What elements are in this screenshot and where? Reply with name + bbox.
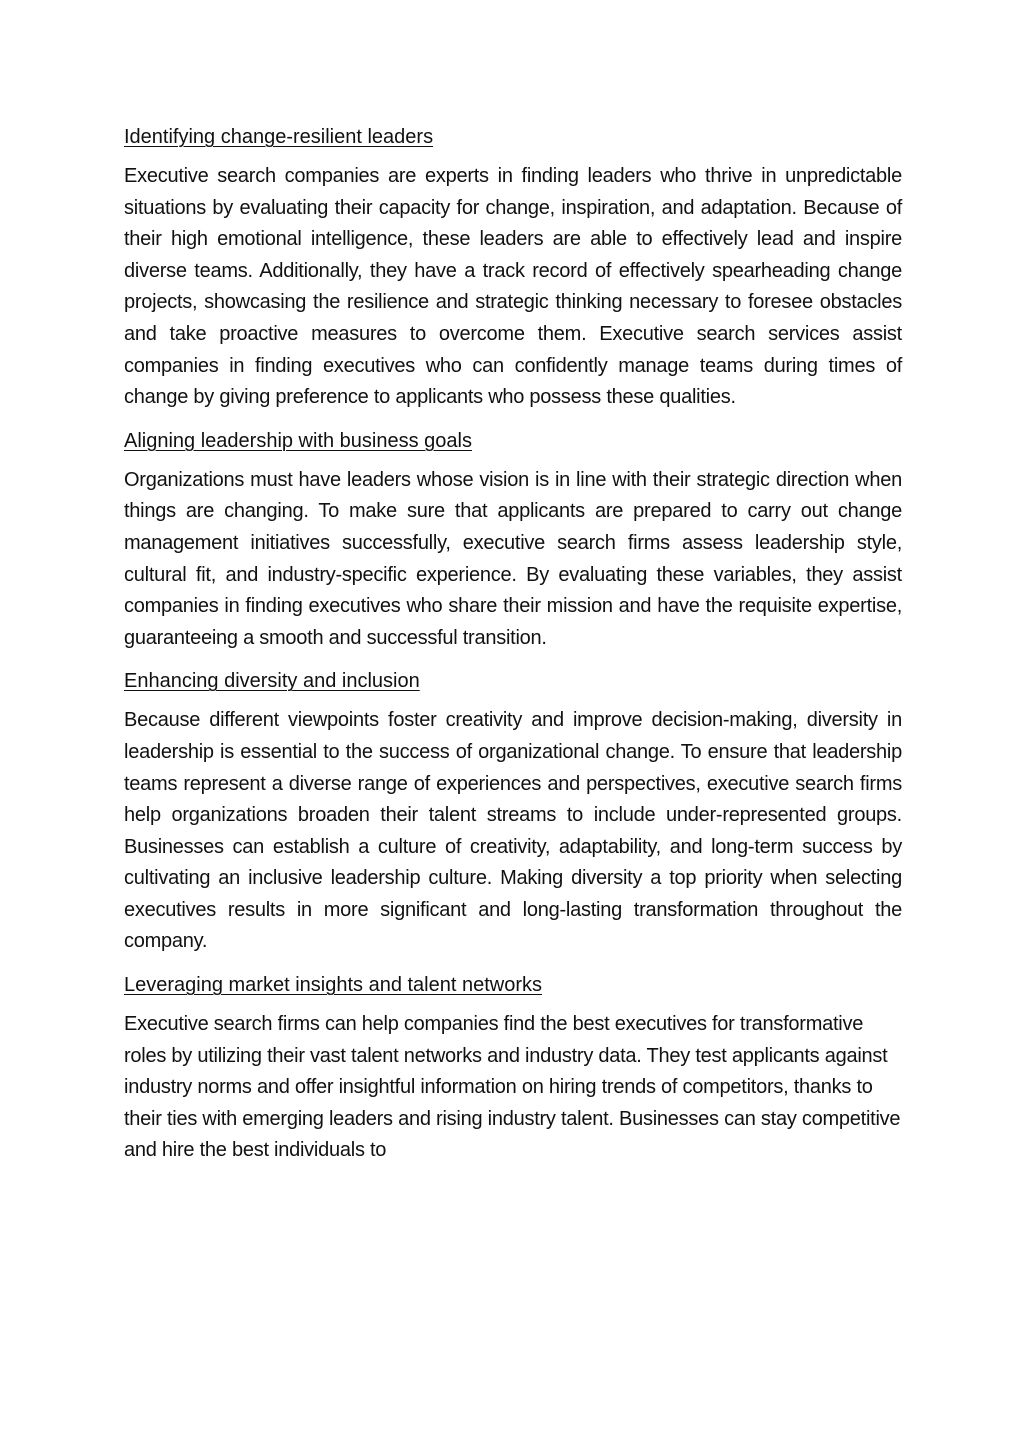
section-heading: Aligning leadership with business goals: [124, 429, 472, 452]
section-market-insights: [124, 966, 902, 1167]
document-page: [124, 118, 902, 1175]
section-diversity-inclusion: [124, 662, 902, 958]
section-paragraph: Because different viewpoints foster creativity and improve decision-making, diversity in leadership is essential to the success of organizational change. To ensure that leadership teams represent a diverse range of experiences and perspectives, executive search firms help organizations broaden their talent streams to include under-represented groups. Businesses can establish a culture of creativity, adaptability, and long-term success by cultivating an inclusive leadership culture. Making diversity a top priority when selecting executives results in more significant and long-lasting transformation throughout the company.: [124, 709, 902, 953]
section-heading: Identifying change-resilient leaders: [124, 126, 434, 148]
section-paragraph: Executive search companies are experts in finding leaders who thrive in unpredictable situations by evaluating their capacity for change, inspiration, and adaptation. Because of their high emotional intelligence, these leaders are able to effectively lead and inspire diverse teams. Additionally, they have a track record of effectively spearheading change projects, showcasing the resilience and strategic thinking necessary to foresee obstacles and take proactive measures to overcome them. Executive search services assist companies in finding executives who can confidently manage teams during times of change by giving preference to applicants who possess these qualities.: [124, 165, 902, 409]
section-paragraph: Executive search firms can help companies find the best executives for transformative roles by utilizing their vast talent networks and industry data. They test applicants against industry norms and offer insightful information on hiring trends of competitors, thanks to their ties with emerging leaders and rising industry talent. Businesses can stay competitive and hire the best individuals to: [124, 1013, 901, 1162]
section-paragraph: Organizations must have leaders whose vision is in line with their strategic direction when things are changing. To make sure that applicants are prepared to carry out change management initiatives successfully, executive search firms assess leadership style, cultural fit, and industry-specific experience. By evaluating these variables, they assist companies in finding executives who share their mission and have the requisite expertise, guaranteeing a smooth and successful transition.: [124, 468, 902, 649]
section-heading: Leveraging market insights and talent networks: [124, 974, 543, 997]
section-change-resilient-leaders: [124, 118, 902, 414]
section-aligning-leadership: [124, 422, 902, 655]
section-heading: Enhancing diversity and inclusion: [124, 670, 420, 693]
